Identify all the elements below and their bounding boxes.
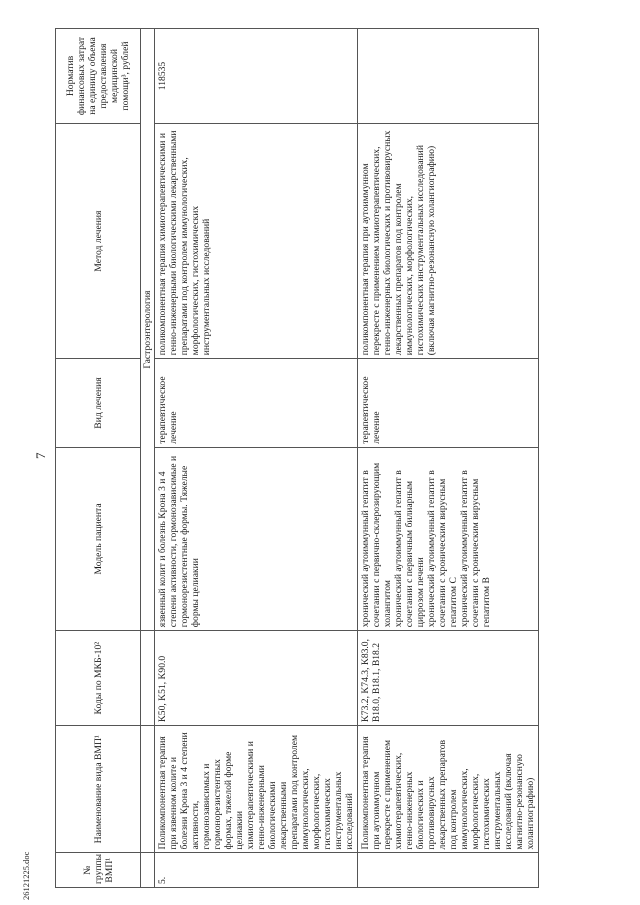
- cell-name: Поликомпонентная терапия при язвенном колите и болезни Крона 3 и 4 степени активности, гормонозависимых и гормонорезистентных формах, тяжелой форме целиакии химиотерапевтическими и генно-инженерными биологическими лекарственными препаратами под контролем иммунологических, морфологических, гистохимических инструментальных исследований: [155, 726, 358, 853]
- section-row: [141, 29, 155, 888]
- cell-group: [358, 853, 539, 888]
- rotated-sheet: [55, 28, 600, 888]
- header-name: Наименование вида ВМП¹: [56, 726, 141, 853]
- cell-method: поликомпонентная терапия при аутоиммунном перекресте с применением химиотерапевтических, генно-инженерных биологических и противовирусных лекарственных препаратов под контролем иммунологических, морфологических, гистохимических инструментальных исследований (включая магнитно-резонансную холангиографию): [358, 124, 539, 359]
- table-row: [358, 29, 539, 888]
- vmp-table: [55, 28, 539, 888]
- cell-method: поликомпонентная терапия химиотерапевтическими и генно-инженерными биологическими лекарственными препаратами под контролем иммунологических, морфологических, гистохимических инструментальных исследований: [155, 124, 358, 359]
- header-group: № группы ВМП¹: [56, 853, 141, 888]
- header-norm: Норматив финансовых затрат на единицу объема предоставления медицинской помощи³, рублей: [56, 29, 141, 124]
- section-spacer: [141, 853, 155, 888]
- cell-group: 5.: [155, 853, 358, 888]
- cell-kind: терапевтическое лечение: [358, 359, 539, 447]
- cell-model: язвенный колит и болезнь Крона 3 и 4 степени активности, гормонозависимые и гормонорезистентные формы. Тяжелые формы целиакии: [155, 447, 358, 630]
- section-spacer: [141, 726, 155, 853]
- section-title: Гастроэнтерология: [141, 29, 155, 631]
- table-row: [155, 29, 358, 888]
- cell-kind: терапевтическое лечение: [155, 359, 358, 447]
- cell-codes: K50, K51, K90.0: [155, 631, 358, 726]
- header-method: Метод лечения: [56, 124, 141, 359]
- cell-norm: 118535: [155, 29, 358, 124]
- cell-codes: K73.2, K74.3, K83.0, B18.0, B18.1, B18.2: [358, 631, 539, 726]
- header-kind: Вид лечения: [56, 359, 141, 447]
- page-number: 7: [33, 452, 48, 459]
- cell-name: Поликомпонентная терапия при аутоиммунном перекресте с применением химиотерапевтических, генно-инженерных биологических и противовирусных лекарственных препаратов под контролем иммунологических, морфологических, гистохимических инструментальных исследований (включая магнитно-резонансную холангиографию): [358, 726, 539, 853]
- section-spacer: [141, 631, 155, 726]
- header-row: [56, 29, 141, 888]
- header-model: Модель пациента: [56, 447, 141, 630]
- footer-filename: 26121225.doc: [21, 851, 31, 900]
- cell-model: хронический аутоиммунный гепатит в сочетании с первично-склерозирующим холангитом хронический аутоиммунный гепатит в сочетании с первичным билиарным циррозом печени хронический аутоиммунный гепатит в сочетании с хроническим вирусным гепатитом C хронический аутоиммунный гепатит в сочетании с хроническим вирусным гепатитом B: [358, 447, 539, 630]
- header-codes: Коды по МКБ-10²: [56, 631, 141, 726]
- cell-norm: [358, 29, 539, 124]
